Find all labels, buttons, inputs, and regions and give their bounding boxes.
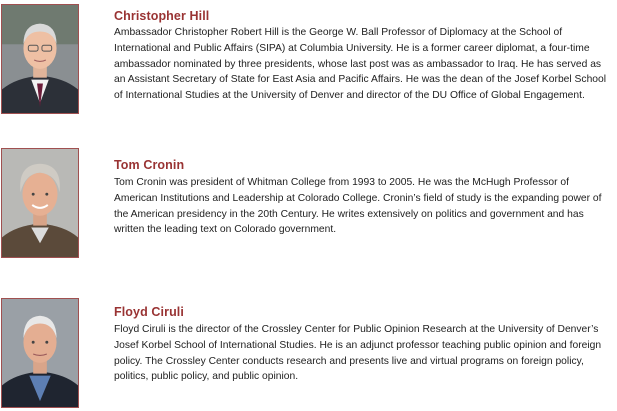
bio-text: Floyd Ciruli is the director of the Crossley Center for Public Opinion Research at the University of Denver’s Josef Korbel School of International Studies. He is an adjunct professor teaching public opinion and foreign policy. The Crossley Center conducts research and presents live and virtual programs on foreign policy, politics, public policy, and public opinion. xyxy=(114,324,602,383)
bio-text: Ambassador Christopher Robert Hill is the George W. Ball Professor of Diplomacy at the School of International and Public Affairs (SIPA) at Columbia University. He is a former career diplomat, a four-time ambassador nominated by three presidents, whose last post was as ambassador to Iraq. He has served as an Assistant Secretary of State for East Asia and Pacific Affairs. He was the dean of the Josef Korbel School of International Studies at the University of Denver and director of the DU Office of Global Engagement. xyxy=(114,27,607,102)
bio-text: Tom Cronin was president of Whitman College from 1993 to 2005. He was the McHugh Professor of American Institutions and Leadership at Colorado College. Cronin’s field of study is the expanding power of the American presidency in the 20th Century. He writes extensively on politics and government and has written the leading text on Colorado government. xyxy=(114,177,602,236)
bio-name: Floyd Ciruli xyxy=(114,305,184,319)
portrait-photo-christopher-hill xyxy=(1,4,79,114)
portrait-photo-tom-cronin xyxy=(1,148,79,258)
portrait-photo-floyd-ciruli xyxy=(1,298,79,408)
bio-name: Christopher Hill xyxy=(114,9,210,23)
bio-name: Tom Cronin xyxy=(114,158,185,172)
